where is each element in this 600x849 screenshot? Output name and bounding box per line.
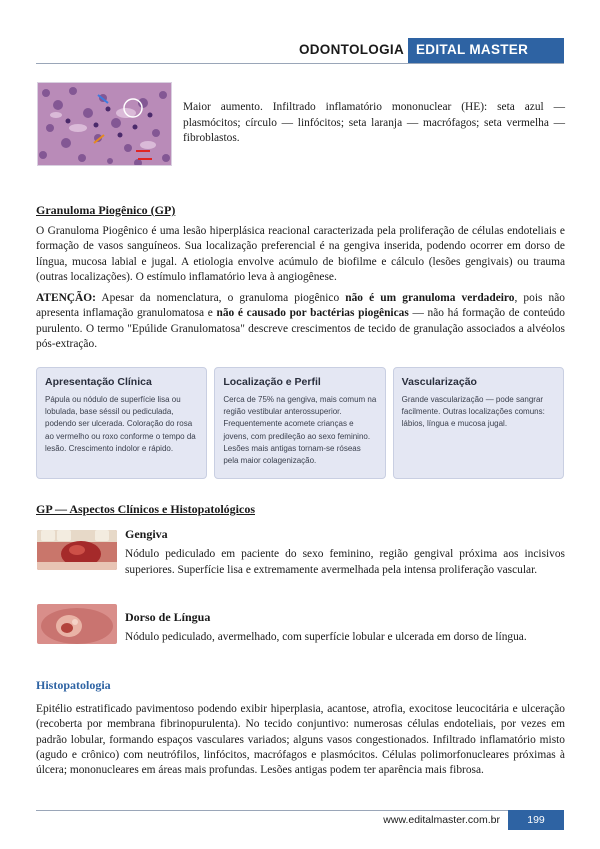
card-title: Vascularização: [401, 376, 477, 388]
page-footer: [36, 810, 564, 830]
card-location-profile: [214, 367, 385, 479]
page-header: [36, 38, 564, 64]
tongue-description: Nódulo pediculado, avermelhado, com superfície lobular e ulcerada em dorso de língua.: [125, 631, 527, 643]
attention-label: ATENÇÃO:: [36, 292, 96, 304]
clinical-section-title: GP — Aspectos Clínicos e Histopatológicos: [36, 502, 255, 516]
header-divider: [36, 63, 564, 64]
tongue-image: [37, 604, 117, 644]
card-body: Cerca de 75% na gengiva, mais comum na região vestibular anterossuperior. Frequentemente acomete crianças e jovens, com predileção ao sexo feminino. Lesões mais antigas tornam-se róseas pela maior colagenização.: [223, 395, 377, 466]
attention-text-1: Apesar da nomenclatura, o granuloma piogênico: [95, 292, 346, 304]
histology-figure: [37, 82, 172, 166]
tongue-photo: [37, 604, 117, 644]
histopathology-paragraph: Epitélio estratificado pavimentoso podendo exibir hiperplasia, acantose, atrofia, exocitose leucocitária e ulceração (recoberta por membrana fibrinopurulenta). No tecido conjuntivo: numerosas células endoteliais, por vezes em padrão lobular, formando espaços vasculares variados; alguns vasos congestionados. Infiltrado inflamatório misto (agudo e crônico) com neutrófilos, linfócitos, macrófagos e plasmócitos. Células polimorfonucleares próximas à úlcera; mononucleares em áreas mais profundas. Lesões antigas podem ter aparência mais fibrosa.: [36, 703, 565, 777]
gp-intro-paragraph: O Granuloma Piogênico é uma lesão hiperplásica reacional caracterizada pela proliferação de células endoteliais e formação de vasos sanguíneos. Sua localização preferencial é na gengiva inserida, podendo ocorrer em dorso de língua, mucosa labial e jugal. A etiologia envolve acúmulo de biofilme e cálculo (lesões gengivais) ou trauma (outras localizações). O estímulo inflamatório leva à angiogênese.: [36, 225, 565, 283]
footer-website-link[interactable]: www.editalmaster.com.br: [383, 814, 500, 826]
footer-divider: [36, 810, 564, 811]
gingiva-title: Gengiva: [125, 527, 168, 541]
card-body: Grande vascularização — pode sangrar facilmente. Outras localizações comuns: lábios, língua e mucosa jugal.: [401, 395, 545, 429]
tongue-title: Dorso de Língua: [125, 610, 211, 624]
gp-section-title: Granuloma Piogênico (GP): [36, 203, 176, 217]
attention-emphasis-2: não é causado por bactérias piogênicas: [216, 307, 409, 320]
card-vascularization: [393, 367, 564, 479]
gp-attention-paragraph: [36, 291, 565, 352]
attention-text-2: , pois não apresenta inflamação granulomatosa e: [36, 292, 565, 320]
card-body: Pápula ou nódulo de superfície lisa ou lobulada, base séssil ou pediculada, podendo ser ulcerada. Coloração do rosa ao vermelho ou roxo conforme o tempo da lesão. Crescimento indolor e rápido.: [45, 395, 196, 453]
attention-text-3: — não há formação de conteúdo purulento. O termo "Epúlide Granulomatosa" descreve crescimentos de tecido de granulação associados a alvéolos pós-extração.: [36, 307, 566, 350]
histopathology-title: Histopatologia: [36, 678, 111, 692]
header-subject: ODONTOLOGIA: [298, 42, 404, 57]
gingiva-description: Nódulo pediculado em paciente do sexo feminino, região gengival próxima aos incisivos superiores. Superfície lisa e extremamente avermelhada pela intensa proliferação vascular.: [125, 548, 565, 576]
card-title: Apresentação Clínica: [45, 376, 152, 388]
card-clinical-presentation: [36, 367, 207, 479]
gingiva-photo: [37, 530, 117, 570]
page-number: 199: [508, 810, 564, 830]
header-brand: EDITAL MASTER: [408, 38, 564, 64]
card-title: Localização e Perfil: [223, 376, 321, 388]
histology-caption: Maior aumento. Infiltrado inflamatório mononuclear (HE): seta azul — plasmócitos; círculo — linfócitos; seta laranja — macrófagos; seta vermelha — fibroblastos.: [183, 101, 565, 144]
attention-emphasis-1: não é um granuloma verdadeiro: [345, 292, 515, 304]
gingiva-image: [37, 530, 117, 570]
histology-image: [38, 83, 172, 166]
info-cards: [36, 367, 564, 479]
